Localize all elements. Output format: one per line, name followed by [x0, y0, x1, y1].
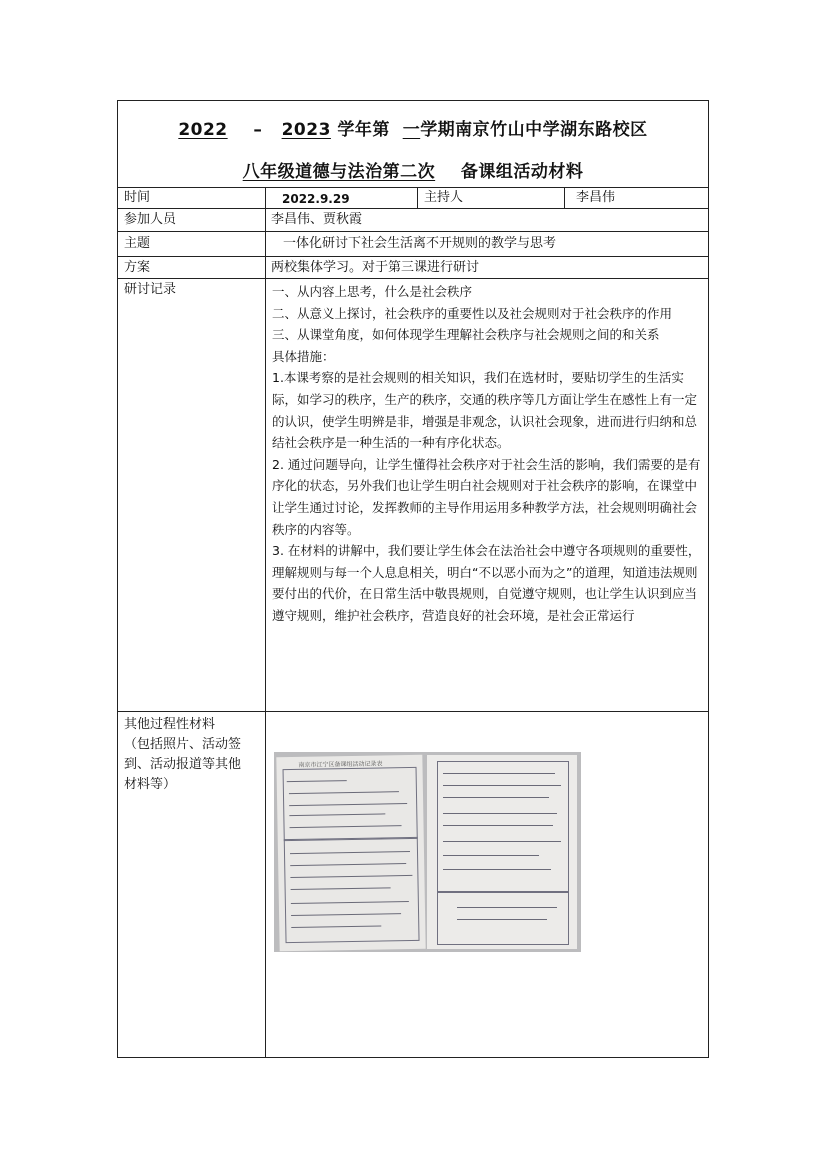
row-divider: [118, 231, 708, 232]
year-label: 学年第: [337, 120, 390, 140]
participants-value: 李昌伟、贾秋霞: [271, 212, 363, 227]
record-point-3: 三、从课堂角度，如何体现学生理解社会秩序与社会规则之间的和关系: [272, 327, 660, 343]
record-point-1: 一、从内容上思考，什么是社会秩序: [272, 284, 473, 299]
record-label: 研讨记录: [124, 282, 177, 297]
topic-value: 一体化研讨下社会生活离不开规则的教学与思考: [283, 236, 557, 251]
title-line-1: [118, 115, 708, 140]
topic-label: 主题: [124, 236, 151, 251]
host-value: 李昌伟: [576, 190, 616, 205]
title-line-2: [118, 157, 708, 182]
activity-title: 备课组活动材料: [460, 162, 584, 182]
column-divider: [564, 187, 565, 208]
time-label: 时间: [124, 190, 151, 205]
other-materials-note-2: 到、活动报道等其他: [124, 757, 242, 772]
plan-value: 两校集体学习。对于第三课进行研讨: [271, 260, 480, 275]
row-divider: [118, 256, 708, 257]
school-name: 学期南京竹山中学湖东路校区: [420, 120, 648, 140]
record-measure-1: 1.本课考察的是社会规则的相关知识，我们在选材时，要贴切学生的生活实际，如学习的秩序，生产的秩序，交通的秩序等几方面让学生在感性上有一定的认识，使学生明辨是非，增强是非观念，认识社会现象，进而进行归纳和总结社会秩序是一种生活的一种有序化状态。: [272, 370, 698, 451]
document-title: [118, 101, 708, 187]
other-materials-label: [124, 715, 241, 795]
row-divider: [118, 711, 708, 712]
semester-number: 一: [402, 120, 421, 140]
record-measure-2: 2. 通过问题导向，让学生懂得社会秩序对于社会生活的影响，我们需要的是有序化的状态，另外我们也让学生明白社会规则对于社会秩序的影响，在课堂中让学生通过讨论，发挥教师的主导作用运用多种教学方法，社会规则明确社会秩序的内容等。: [272, 456, 701, 537]
plan-label: 方案: [124, 260, 151, 275]
row-divider: [118, 208, 708, 209]
year-end: 2023: [281, 120, 331, 140]
handwritten-page-left: [276, 755, 425, 952]
year-start: 2022: [178, 120, 228, 140]
record-measures-heading: 具体措施：: [272, 348, 335, 364]
row-divider: [118, 278, 708, 279]
column-divider: [417, 187, 418, 208]
handwritten-page-right: [427, 755, 577, 949]
row-divider: [118, 187, 708, 188]
year-dash: –: [253, 120, 263, 140]
host-label: 主持人: [424, 190, 464, 205]
record-point-2: 二、从意义上探讨，社会秩序的重要性以及社会规则对于社会秩序的作用: [272, 305, 673, 321]
grade-subject: 八年级道德与法治第二次: [242, 162, 436, 182]
other-materials-title: 其他过程性材料: [124, 717, 216, 732]
other-materials-note-1: （包括照片、活动签: [124, 737, 242, 752]
activity-record-photo: [274, 752, 581, 952]
other-materials-note-3: 材料等）: [124, 777, 177, 792]
discussion-record: [272, 281, 704, 627]
record-measure-3: 3. 在材料的讲解中，我们要让学生体会在法治社会中遵守各项规则的重要性，理解规则与每一个人息息相关，明白“不以恶小而为之”的道理，知道违法规则要付出的代价，在日常生活中敬畏规则，自觉遵守规则，也让学生认识到应当遵守规则，维护社会秩序，营造良好的社会环境，是社会正常运行: [272, 543, 701, 623]
time-value: 2022.9.29: [282, 192, 350, 206]
participants-label: 参加人员: [124, 212, 177, 227]
column-divider: [265, 187, 266, 1057]
photo-form-title: 南京市江宁区备课组活动记录表: [298, 760, 383, 769]
